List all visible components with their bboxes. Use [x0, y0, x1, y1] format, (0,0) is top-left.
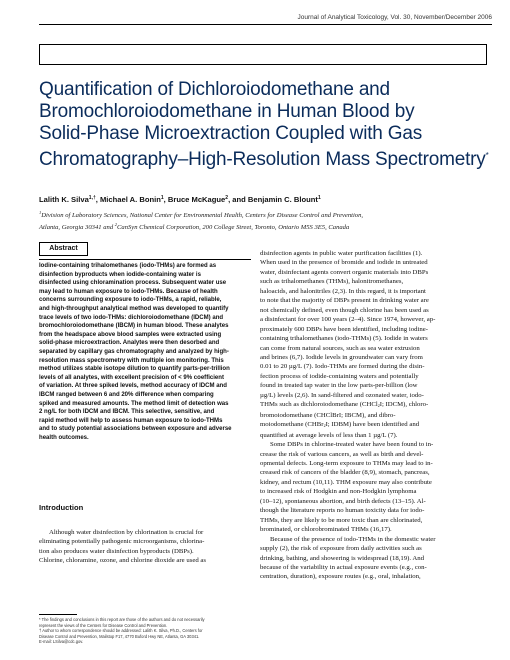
- right-line: to increased risk of Hodgkin and non-Hodgkin lymphoma: [260, 488, 417, 496]
- right-line: drinking, bathing, and showering is widespread (18,19). And: [260, 554, 425, 562]
- right-line: brominated, or chlorobrominated THMs (16,17).: [260, 526, 392, 534]
- affiliation-line-1: [39, 208, 499, 220]
- right-line: (10–12), spontaneous abortion, and birth defects (13–15). Al-: [260, 497, 426, 505]
- abstract-label: Abstract: [39, 242, 88, 256]
- right-line: haloacids, and halonitriles (2,3). In this regard, it is important: [260, 287, 426, 295]
- introduction-body: [39, 528, 253, 566]
- abstract-line: rapid method will help to assess human exposure to iodo-THMs: [39, 417, 223, 424]
- title-line-1: Quantification of Dichloroiodomethane and: [39, 79, 390, 100]
- author-2: , Michael A. Bonin: [95, 195, 161, 204]
- introduction-line: Chlorine, chloramine, ozone, and chlorine dioxide are used as: [39, 557, 207, 565]
- abstract-line: Iodine-containing trihalomethanes (iodo-THMs) are formed as: [39, 263, 217, 269]
- header-rule: [39, 24, 492, 25]
- author-1-sup: 1,†: [88, 195, 96, 201]
- affiliation-line-2: [39, 220, 499, 232]
- introduction-line: Although water disinfection by chlorination is crucial for: [49, 529, 204, 536]
- right-line: [260, 420, 490, 430]
- right-line: and brines (6,7). Iodide levels in groundwater can vary from: [260, 353, 423, 361]
- abstract-line: disinfection byproducts when iodide-containing water is: [39, 271, 201, 278]
- abstract-line: bromochloroiodomethane (IBCM) in human blood. These analytes: [39, 323, 229, 330]
- formula-text: I; IDBM) have been identified and: [325, 421, 420, 429]
- right-line: When used in the presence of bromide and iodide in untreated: [260, 259, 428, 267]
- abstract-line: may lead to human exposure to iodo-THMs. Because of health: [39, 288, 218, 295]
- affiliation-1-sup: 1: [39, 210, 42, 215]
- formula-text: I; IDCM), chloro-: [379, 401, 429, 409]
- abstract-line: concerns surrounding exposure to iodo-THMs, a rapid, reliable,: [39, 297, 222, 304]
- right-line: though the literature reports no human toxicity data for iodo-: [260, 507, 425, 515]
- author-3-sup: 2: [225, 195, 229, 201]
- affiliation-2-text-a: Atlanta, Georgia 30341 and: [39, 224, 115, 231]
- footnote-line: represent the views of the Centers for Disease Control and Prevention.: [39, 622, 168, 628]
- footnote-line: Disease Control and Prevention, Mailstop F17, 4770 Buford Hwy NE, Atlanta, GA 30341.: [39, 633, 200, 639]
- affiliation-2-sup: 2: [114, 222, 118, 227]
- introduction-line: tion also produces water disinfection byproducts (DBPs).: [39, 547, 194, 555]
- right-line: can come from natural sources, such as sea water extrusion: [260, 344, 420, 352]
- right-line: bromoiodomethane (CHClBrI; IBCM), and dibro-: [260, 411, 396, 419]
- right-line: fection process of iodide-containing waters and potentially: [260, 372, 419, 380]
- author-1: Lalith K. Silva: [39, 195, 89, 204]
- right-line: a disinfectant for over 100 years (2–4). Since 1974, however, ap-: [260, 316, 436, 324]
- title-line-3: Solid-Phase Microextraction Coupled with Gas: [39, 123, 422, 144]
- right-line: because of the variability in actual exposure events (e.g., con-: [260, 563, 427, 571]
- formula-subscript: 2: [377, 403, 380, 409]
- footnote-line: E-mail: LSilva@cdc.gov.: [39, 639, 84, 644]
- abstract-body: [39, 262, 253, 442]
- right-line: 0.01 to 20 µg/L (7). Iodo-THMs are formed during the disin-: [260, 363, 425, 371]
- right-line: crease the risk of various cancers, as well as birth and devel-: [260, 450, 424, 458]
- author-2-sup: 1: [160, 195, 164, 201]
- abstract-line: trace levels of two iodo-THMs: dichloroiodomethane (IDCM) and: [39, 314, 224, 321]
- title-line-2: Bromochloroiodomethane in Human Blood by: [39, 101, 415, 122]
- abstract-line: health outcomes.: [39, 434, 89, 441]
- abstract-line: disinfected using chloramination process. Subsequent water use: [39, 280, 227, 287]
- journal-header: Journal of Analytical Toxicology, Vol. 30, November/December 2006: [297, 14, 492, 21]
- right-line: Some DBPs in chlorine-treated water have been found to in-: [270, 441, 434, 449]
- title-footnote-mark: *: [485, 151, 489, 160]
- right-line: Because of the presence of iodo-THMs in the domestic water: [270, 535, 436, 543]
- right-column-body: [260, 249, 490, 582]
- affiliation-2-text-b: CanSyn Chemical Corporation, 200 College Street, Toronto, Ontario M5S 3E5, Canada: [117, 224, 350, 231]
- right-line: water, disinfectant agents convert organic materials into DBPs: [260, 268, 429, 276]
- footnotes: [39, 617, 253, 645]
- right-line: disinfection agents in public water purification facilities (1).: [260, 250, 423, 257]
- abstract-line: 2 ng/L for both IDCM and IBCM. This selective, sensitive, and: [39, 409, 215, 416]
- author-3: , Bruce McKague: [163, 195, 226, 204]
- right-line: opmental defects. Long-term exposure to THMs may lead to in-: [260, 459, 433, 467]
- abstract-line: and high-throughput analytical method was developed to quantify: [39, 305, 229, 312]
- right-line: µg/L) levels (2,6). In sand-filtered and ozonated water, iodo-: [260, 391, 424, 399]
- abstract-line: resolution mass spectrometry with multiple ion monitoring. This: [39, 357, 224, 364]
- abstract-line: solid-phase microextraction. Analytes were then desorbed and: [39, 340, 220, 347]
- title-line-4-text: Chromatography–High-Resolution Mass Spectrometry: [39, 149, 486, 170]
- author-4: , and Benjamin C. Blount: [228, 195, 318, 204]
- abstract-line: IBCM ranged between 6 and 20% difference when comparing: [39, 391, 214, 398]
- affiliations: [39, 208, 499, 232]
- right-line: creased risk of cancers of the bladder (8,9), stomach, pancreas,: [260, 469, 430, 477]
- abstract-line: spiked and measured amounts. The method limit of detection was: [39, 400, 229, 407]
- header-banner-box: [39, 44, 487, 65]
- right-line: proximately 600 DBPs have been identified, including iodine-: [260, 325, 428, 333]
- right-line: centration, duration), exposure routes (e.g., oral, inhalation,: [260, 573, 421, 581]
- right-line: kidney, and rectum (10,11). THM exposure may also contribute: [260, 478, 432, 486]
- right-line: not chemically defined, even though chlorine has been used as: [260, 306, 429, 314]
- right-line: quantified at average levels of less than 1 µg/L (7).: [260, 431, 398, 439]
- affiliation-1-text: Division of Laboratory Sciences, National Center for Environmental Health, Centers for Disease Control and Prevention,: [41, 212, 364, 219]
- right-line: THMs, they are likely to be more toxic than are chlorinated,: [260, 516, 423, 524]
- right-line: found in treated tap water in the low parts-per-billion (low: [260, 382, 418, 390]
- abstract-line: from the headspace above blood samples were extracted using: [39, 331, 222, 338]
- right-line: to note that the majority of DBPs present in drinking water are: [260, 297, 429, 305]
- abstract-rule: [39, 259, 251, 260]
- footnote-line: † Author to whom correspondence should be addressed: Lalith K. Silva, Ph.D., Centers for: [39, 628, 203, 633]
- formula-text: THMs such as dichloroiodomethane (CHCl: [260, 401, 378, 409]
- introduction-heading: Introduction: [39, 503, 84, 512]
- abstract-line: method utilizes stable isotope dilution to quantify parts-per-trillion: [39, 366, 230, 373]
- footnote-rule: [39, 614, 77, 615]
- right-line: containing trihalomethanes (iodo-THMs) (5). Iodide in waters: [260, 335, 428, 343]
- footnote-line: * The findings and conclusions in this report are those of the authors and do not necessarily: [39, 617, 205, 622]
- formula-subscript: 2: [323, 423, 326, 429]
- abstract-line: and to study potential associations between exposure and adverse: [39, 426, 232, 433]
- introduction-line: eliminating potentially pathogenic microorganisms, chlorina-: [39, 538, 205, 546]
- title-line-4: [39, 145, 499, 171]
- formula-text: moiodomethane (CHBr: [260, 421, 324, 429]
- abstract-line: of variation. At three spiked levels, method accuracy of IDCM and: [39, 383, 227, 390]
- right-line: such as trihalomethanes (THMs), halonitromethanes,: [260, 278, 404, 286]
- abstract-line: levels of all analytes, with excellent precision of < 9% coefficient: [39, 374, 224, 381]
- right-line: [260, 400, 490, 410]
- right-line: supply (2), the risk of exposure from daily activities such as: [260, 545, 422, 553]
- abstract-line: separated by capillary gas chromatography and analyzed by high-: [39, 348, 229, 355]
- author-4-sup: 1: [317, 195, 321, 201]
- article-title: [39, 79, 499, 171]
- author-list: [39, 195, 321, 204]
